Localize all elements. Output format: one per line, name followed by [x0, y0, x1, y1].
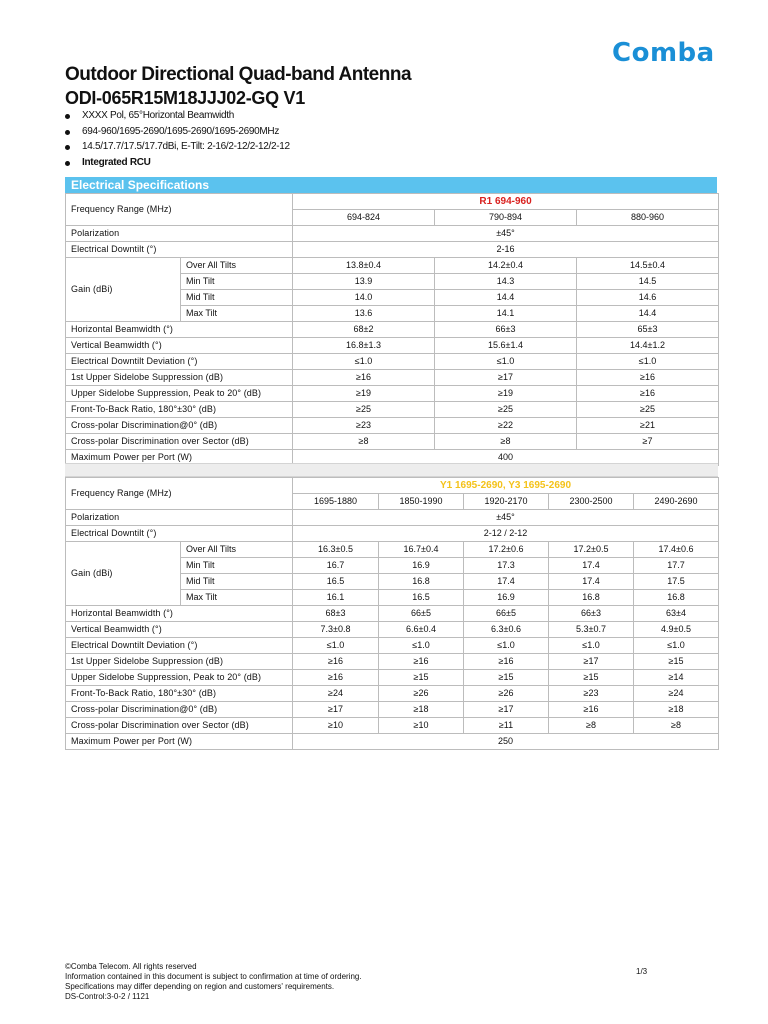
gain-sub-label: Min Tilt — [181, 274, 293, 290]
freq-cell: 880-960 — [577, 210, 719, 226]
value-cell: 14.4±1.2 — [577, 338, 719, 354]
row-label: Upper Sidelobe Suppression, Peak to 20° (dB) — [66, 670, 293, 686]
gain-sub-label: Min Tilt — [181, 558, 293, 574]
value-cell: 17.4±0.6 — [634, 542, 719, 558]
value-cell: ≥25 — [293, 402, 435, 418]
row-label: Maximum Power per Port (W) — [66, 450, 293, 466]
spec-table-y1-y3 — [65, 477, 719, 750]
table-row — [66, 702, 719, 718]
value-cell: 66±5 — [464, 606, 549, 622]
value-cell: ≥19 — [293, 386, 435, 402]
value-cell: 5.3±0.7 — [549, 622, 634, 638]
value-cell: 16.9 — [464, 590, 549, 606]
value-cell: 13.8±0.4 — [293, 258, 435, 274]
value-cell: 4.9±0.5 — [634, 622, 719, 638]
value-cell: 14.5 — [577, 274, 719, 290]
table-row — [66, 478, 719, 494]
feature-item: 694-960/1695-2690/1695-2690/1695-2690MHz — [64, 124, 290, 140]
spec-table-r1 — [65, 193, 719, 466]
value-cell: ≥24 — [634, 686, 719, 702]
value-cell: ≥17 — [435, 370, 577, 386]
freq-cell: 1920-2170 — [464, 494, 549, 510]
freq-cell: 2300-2500 — [549, 494, 634, 510]
value-cell: ≥23 — [549, 686, 634, 702]
value-cell: ≥16 — [577, 386, 719, 402]
gain-sub-label: Over All Tilts — [181, 258, 293, 274]
row-label: Horizontal Beamwidth (°) — [66, 606, 293, 622]
value-cell: ≥15 — [464, 670, 549, 686]
value-cell: 66±3 — [435, 322, 577, 338]
value-cell: 14.2±0.4 — [435, 258, 577, 274]
value-cell: ≥15 — [634, 654, 719, 670]
value-cell: ≥26 — [379, 686, 464, 702]
value-cell: 400 — [293, 450, 719, 466]
value-cell: ≥16 — [293, 654, 379, 670]
model-number: ODI-065R15M18JJJ02-GQ V1 — [65, 88, 305, 108]
value-cell: 6.6±0.4 — [379, 622, 464, 638]
value-cell: 14.0 — [293, 290, 435, 306]
value-cell: 14.4 — [435, 290, 577, 306]
feature-item: 14.5/17.7/17.5/17.7dBi, E-Tilt: 2-16/2-12/2-12/2-12 — [64, 139, 290, 155]
band-label: Y1 1695-2690, Y3 1695-2690 — [293, 478, 719, 494]
comba-logo: Comba — [612, 38, 715, 68]
footer-note: Specifications may differ depending on region and customers' requirements. — [65, 982, 335, 991]
value-cell: 14.4 — [577, 306, 719, 322]
value-cell: 14.6 — [577, 290, 719, 306]
row-label: Front-To-Back Ratio, 180°±30° (dB) — [66, 402, 293, 418]
page-number: 1/3 — [636, 967, 648, 976]
table-row — [66, 322, 719, 338]
value-cell: ≥21 — [577, 418, 719, 434]
table-row — [66, 226, 719, 242]
row-label: Electrical Downtilt Deviation (°) — [66, 638, 293, 654]
value-cell: 16.8 — [549, 590, 634, 606]
gain-label: Gain (dBi) — [66, 542, 181, 606]
value-cell: ≥16 — [293, 670, 379, 686]
row-label: 1st Upper Sidelobe Suppression (dB) — [66, 370, 293, 386]
value-cell: 7.3±0.8 — [293, 622, 379, 638]
table-row — [66, 734, 719, 750]
row-label: Electrical Downtilt Deviation (°) — [66, 354, 293, 370]
freq-cell: 1695-1880 — [293, 494, 379, 510]
row-label: Cross-polar Discrimination over Sector (dB) — [66, 718, 293, 734]
value-cell: ≥16 — [577, 370, 719, 386]
table-row — [66, 194, 719, 210]
value-cell: ≥15 — [549, 670, 634, 686]
row-label: Vertical Beamwidth (°) — [66, 622, 293, 638]
value-cell: ≥14 — [634, 670, 719, 686]
value-cell: ≤1.0 — [464, 638, 549, 654]
table-row — [66, 338, 719, 354]
row-label: Electrical Downtilt (°) — [66, 242, 293, 258]
value-cell: ≥8 — [435, 434, 577, 450]
freq-cell: 2490-2690 — [634, 494, 719, 510]
value-cell: 17.4 — [549, 574, 634, 590]
value-cell: ≥19 — [435, 386, 577, 402]
value-cell: 68±3 — [293, 606, 379, 622]
value-cell: 63±4 — [634, 606, 719, 622]
gain-sub-label: Mid Tilt — [181, 574, 293, 590]
row-label: Front-To-Back Ratio, 180°±30° (dB) — [66, 686, 293, 702]
value-cell: 16.5 — [379, 590, 464, 606]
table-row — [66, 386, 719, 402]
table-row — [66, 718, 719, 734]
value-cell: 13.6 — [293, 306, 435, 322]
value-cell: ≥16 — [549, 702, 634, 718]
value-cell: 68±2 — [293, 322, 435, 338]
row-label: Cross-polar Discrimination over Sector (dB) — [66, 434, 293, 450]
value-cell: 15.6±1.4 — [435, 338, 577, 354]
table-row — [66, 258, 719, 274]
row-label: Cross-polar Discrimination@0° (dB) — [66, 702, 293, 718]
table-row — [66, 638, 719, 654]
value-cell: ≤1.0 — [379, 638, 464, 654]
value-cell: ±45° — [293, 510, 719, 526]
value-cell: ≤1.0 — [293, 354, 435, 370]
value-cell: ≥8 — [293, 434, 435, 450]
value-cell: ≥26 — [464, 686, 549, 702]
table-row — [66, 622, 719, 638]
value-cell: 16.1 — [293, 590, 379, 606]
value-cell: ≥24 — [293, 686, 379, 702]
table-row — [66, 418, 719, 434]
section-header-electrical: Electrical Specifications — [65, 177, 717, 193]
value-cell: 16.7±0.4 — [379, 542, 464, 558]
value-cell: 2-12 / 2-12 — [293, 526, 719, 542]
value-cell: ±45° — [293, 226, 719, 242]
value-cell: 16.8±1.3 — [293, 338, 435, 354]
freq-cell: 694-824 — [293, 210, 435, 226]
table-row — [66, 242, 719, 258]
value-cell: 17.2±0.6 — [464, 542, 549, 558]
value-cell: 16.9 — [379, 558, 464, 574]
value-cell: ≥8 — [549, 718, 634, 734]
row-label: Vertical Beamwidth (°) — [66, 338, 293, 354]
freq-range-label: Frequency Range (MHz) — [66, 478, 293, 510]
row-label: Electrical Downtilt (°) — [66, 526, 293, 542]
value-cell: ≤1.0 — [577, 354, 719, 370]
row-label: 1st Upper Sidelobe Suppression (dB) — [66, 654, 293, 670]
table-row — [66, 606, 719, 622]
value-cell: 16.7 — [293, 558, 379, 574]
row-label: Horizontal Beamwidth (°) — [66, 322, 293, 338]
footer — [65, 962, 362, 1002]
table-row — [66, 402, 719, 418]
value-cell: 66±3 — [549, 606, 634, 622]
row-label: Polarization — [66, 510, 293, 526]
freq-cell: 790-894 — [435, 210, 577, 226]
value-cell: 14.3 — [435, 274, 577, 290]
value-cell: 17.7 — [634, 558, 719, 574]
feature-list — [64, 108, 290, 170]
value-cell: ≥8 — [634, 718, 719, 734]
feature-item: Integrated RCU — [64, 155, 290, 171]
footer-note: Information contained in this document is subject to confirmation at time of ordering. — [65, 972, 362, 981]
value-cell: 250 — [293, 734, 719, 750]
document-title: Outdoor Directional Quad-band Antenna — [65, 64, 412, 85]
value-cell: ≥23 — [293, 418, 435, 434]
doc-control: DS-Control:3-0-2 / 1121 — [65, 992, 150, 1001]
value-cell: ≥16 — [379, 654, 464, 670]
row-label: Cross-polar Discrimination@0° (dB) — [66, 418, 293, 434]
value-cell: ≥16 — [293, 370, 435, 386]
value-cell: 16.5 — [293, 574, 379, 590]
value-cell: ≥18 — [634, 702, 719, 718]
value-cell: ≥17 — [464, 702, 549, 718]
gain-label: Gain (dBi) — [66, 258, 181, 322]
value-cell: ≥10 — [293, 718, 379, 734]
value-cell: ≥7 — [577, 434, 719, 450]
value-cell: 14.5±0.4 — [577, 258, 719, 274]
table-separator — [65, 463, 718, 477]
value-cell: ≤1.0 — [435, 354, 577, 370]
freq-range-label: Frequency Range (MHz) — [66, 194, 293, 226]
value-cell: 17.2±0.5 — [549, 542, 634, 558]
feature-item: XXXX Pol, 65°Horizontal Beamwidth — [64, 108, 290, 124]
table-row — [66, 542, 719, 558]
gain-sub-label: Over All Tilts — [181, 542, 293, 558]
row-label: Polarization — [66, 226, 293, 242]
copyright-line: ©Comba Telecom. All rights reserved — [65, 962, 197, 971]
gain-sub-label: Mid Tilt — [181, 290, 293, 306]
freq-cell: 1850-1990 — [379, 494, 464, 510]
value-cell: 66±5 — [379, 606, 464, 622]
value-cell: ≤1.0 — [549, 638, 634, 654]
gain-sub-label: Max Tilt — [181, 590, 293, 606]
value-cell: ≥16 — [464, 654, 549, 670]
value-cell: 17.3 — [464, 558, 549, 574]
value-cell: 2-16 — [293, 242, 719, 258]
table-row — [66, 510, 719, 526]
value-cell: 16.8 — [379, 574, 464, 590]
value-cell: ≥25 — [435, 402, 577, 418]
table-row — [66, 686, 719, 702]
row-label: Upper Sidelobe Suppression, Peak to 20° (dB) — [66, 386, 293, 402]
gain-sub-label: Max Tilt — [181, 306, 293, 322]
value-cell: ≥25 — [577, 402, 719, 418]
value-cell: 6.3±0.6 — [464, 622, 549, 638]
value-cell: ≥11 — [464, 718, 549, 734]
value-cell: ≥17 — [549, 654, 634, 670]
value-cell: ≤1.0 — [634, 638, 719, 654]
value-cell: 13.9 — [293, 274, 435, 290]
table-row — [66, 526, 719, 542]
table-row — [66, 654, 719, 670]
table-row — [66, 434, 719, 450]
value-cell: 17.4 — [549, 558, 634, 574]
value-cell: ≥15 — [379, 670, 464, 686]
value-cell: 65±3 — [577, 322, 719, 338]
value-cell: 14.1 — [435, 306, 577, 322]
value-cell: 17.4 — [464, 574, 549, 590]
value-cell: ≥18 — [379, 702, 464, 718]
row-label: Maximum Power per Port (W) — [66, 734, 293, 750]
band-label: R1 694-960 — [293, 194, 719, 210]
value-cell: ≥10 — [379, 718, 464, 734]
table-row — [66, 370, 719, 386]
value-cell: ≤1.0 — [293, 638, 379, 654]
value-cell: 17.5 — [634, 574, 719, 590]
value-cell: 16.8 — [634, 590, 719, 606]
table-row — [66, 670, 719, 686]
value-cell: ≥17 — [293, 702, 379, 718]
table-row — [66, 354, 719, 370]
value-cell: ≥22 — [435, 418, 577, 434]
value-cell: 16.3±0.5 — [293, 542, 379, 558]
